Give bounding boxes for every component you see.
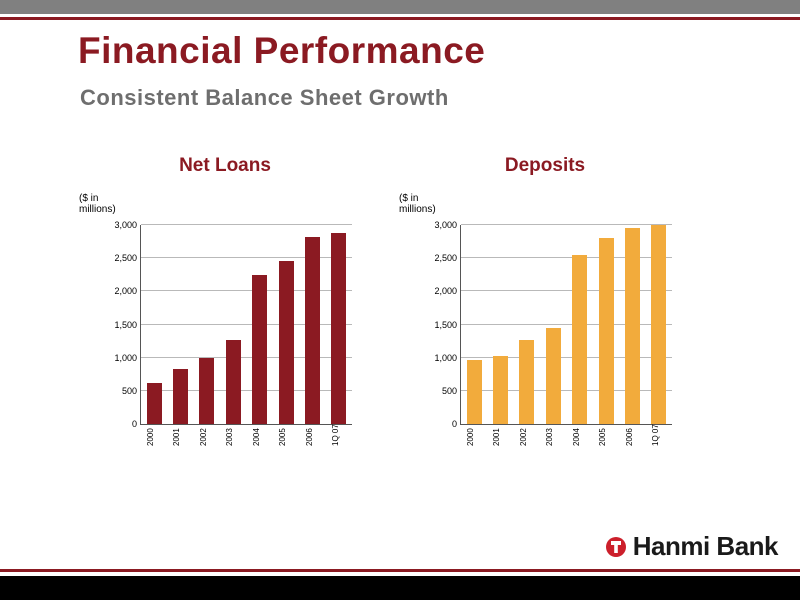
x-axis-tick	[545, 430, 560, 462]
x-axis-tick	[625, 430, 640, 462]
y-axis-tick-label: 1,500	[114, 319, 137, 330]
bar	[279, 261, 294, 425]
bar	[252, 275, 267, 424]
x-axis-tick	[598, 430, 613, 462]
bar	[546, 328, 561, 424]
xlabels-deposits	[460, 424, 672, 462]
bar	[331, 233, 346, 424]
bar	[599, 238, 614, 424]
x-axis-tick	[278, 430, 293, 462]
bar	[173, 369, 188, 424]
y-axis-tick-label: 1,500	[434, 319, 457, 330]
x-axis-tick	[172, 430, 187, 462]
plot-net-loans	[105, 220, 355, 450]
chart-title-net-loans: Net Loans	[179, 155, 271, 176]
x-axis-tick-label: 2005	[278, 428, 288, 446]
bar	[305, 237, 320, 424]
bar	[651, 225, 666, 424]
y-axis-tick-label: 1,000	[114, 352, 137, 363]
y-axis-tick-label: 3,000	[114, 220, 137, 230]
x-axis-tick	[466, 430, 481, 462]
y-axis-tick-label: 2,500	[434, 253, 457, 264]
y-axis-tick-label: 500	[121, 385, 137, 396]
bar	[226, 340, 241, 424]
x-axis-tick	[199, 430, 214, 462]
y-axis-tick-label: 0	[131, 419, 137, 429]
logo-text: Hanmi Bank	[632, 531, 778, 561]
x-axis-tick	[305, 430, 320, 462]
xlabels-net-loans	[140, 424, 352, 462]
page-subtitle: Consistent Balance Sheet Growth	[80, 85, 449, 110]
y-axis-tick-label: 3,000	[434, 220, 457, 230]
bars-net-loans	[141, 225, 352, 424]
bars-deposits	[461, 225, 672, 424]
top-accent-band	[0, 17, 800, 20]
axis-area-deposits	[434, 220, 672, 429]
x-axis-tick	[519, 430, 534, 462]
x-axis-tick-label: 1Q 07	[331, 424, 341, 446]
bar	[467, 360, 482, 424]
y-axis-tick-label: 1,000	[434, 352, 457, 363]
x-axis-tick-label: 2001	[172, 428, 182, 446]
x-axis-tick-label: 1Q 07	[651, 424, 661, 446]
y-axis-tick-label: 0	[451, 419, 457, 429]
y-axis-tick-label: 2,000	[434, 286, 457, 297]
chart-units-deposits: ($ in millions)	[399, 193, 436, 215]
plot-deposits	[425, 220, 675, 450]
x-axis-tick-label: 2002	[518, 428, 528, 446]
y-axis-tick-label: 2,500	[114, 253, 137, 264]
x-axis-tick-label: 2006	[304, 428, 314, 446]
x-axis-tick-label: 2006	[624, 428, 634, 446]
x-axis-tick	[572, 430, 587, 462]
x-axis-tick-label: 2004	[571, 428, 581, 446]
bar	[519, 340, 534, 424]
chart-title-deposits: Deposits	[504, 155, 586, 176]
x-axis-tick-label: 2001	[492, 428, 502, 446]
bar	[625, 228, 640, 424]
bar	[572, 255, 587, 424]
bar	[493, 356, 508, 424]
x-axis-tick-label: 2003	[545, 428, 555, 446]
x-axis-tick-label: 2000	[465, 428, 475, 446]
x-axis-tick-label: 2003	[225, 428, 235, 446]
bar	[199, 358, 214, 424]
y-axis-tick-label: 500	[441, 385, 457, 396]
x-axis-tick-label: 2000	[145, 428, 155, 446]
chart-units-net-loans: ($ in millions)	[79, 193, 116, 215]
x-axis-tick-label: 2005	[598, 428, 608, 446]
y-axis-tick-label: 2,000	[114, 286, 137, 297]
x-axis-tick-label: 2002	[198, 428, 208, 446]
top-gray-band	[0, 0, 800, 14]
hanmi-logo-icon	[605, 536, 627, 558]
page-title: Financial Performance	[78, 30, 486, 71]
x-axis-tick-label: 2004	[251, 428, 261, 446]
x-axis-tick	[651, 424, 666, 462]
bar	[147, 383, 162, 424]
x-axis-tick	[331, 424, 346, 462]
x-axis-tick	[492, 430, 507, 462]
bottom-black-band	[0, 576, 800, 600]
hanmi-bank-logo	[605, 531, 778, 562]
x-axis-tick	[146, 430, 161, 462]
axis-area-net-loans	[114, 220, 352, 429]
x-axis-tick	[252, 430, 267, 462]
x-axis-tick	[225, 430, 240, 462]
